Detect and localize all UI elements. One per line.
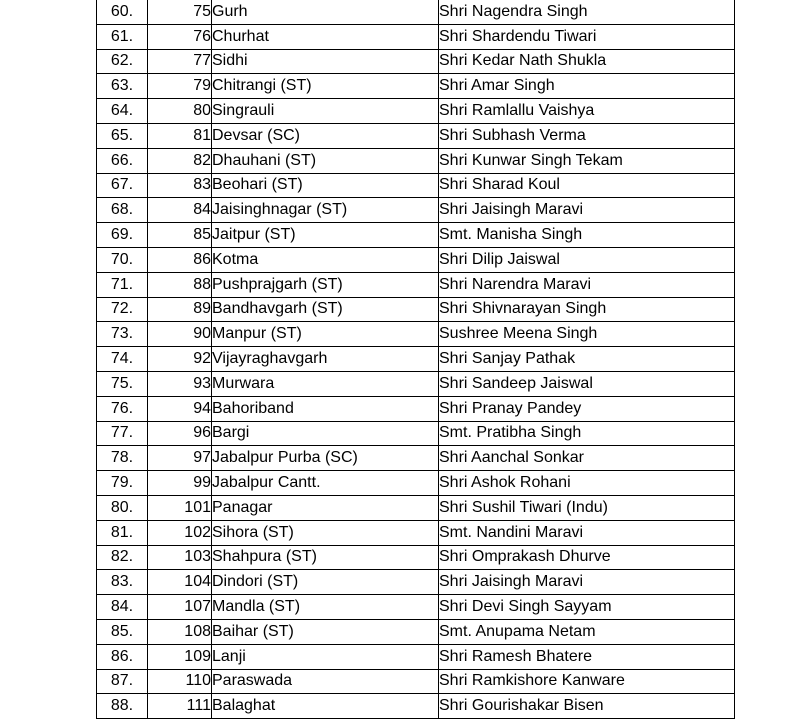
constituency-number-cell: 108 [148, 619, 212, 644]
serial-number-cell: 63. [97, 74, 148, 99]
constituency-name-cell: Sihora (ST) [212, 520, 439, 545]
constituency-number-cell: 88 [148, 272, 212, 297]
table-row [97, 99, 735, 124]
serial-number-cell: 85. [97, 619, 148, 644]
serial-number-cell: 84. [97, 595, 148, 620]
constituency-number-cell: 109 [148, 644, 212, 669]
table-row [97, 247, 735, 272]
serial-number-cell: 87. [97, 669, 148, 694]
table-row [97, 297, 735, 322]
serial-number-cell: 80. [97, 495, 148, 520]
constituency-name-cell: Bargi [212, 421, 439, 446]
constituency-number-cell: 97 [148, 446, 212, 471]
candidate-name-cell: Shri Sandeep Jaiswal [439, 371, 735, 396]
candidate-name-cell: Shri Kedar Nath Shukla [439, 49, 735, 74]
serial-number-cell: 88. [97, 694, 148, 719]
table-row [97, 520, 735, 545]
candidate-name-cell: Shri Nagendra Singh [439, 0, 735, 24]
serial-number-cell: 79. [97, 471, 148, 496]
serial-number-cell: 73. [97, 322, 148, 347]
candidate-name-cell: Shri Ramlallu Vaishya [439, 99, 735, 124]
table-row [97, 49, 735, 74]
constituency-name-cell: Gurh [212, 0, 439, 24]
serial-number-cell: 76. [97, 396, 148, 421]
table-row [97, 644, 735, 669]
constituency-number-cell: 89 [148, 297, 212, 322]
constituency-number-cell: 107 [148, 595, 212, 620]
constituency-name-cell: Manpur (ST) [212, 322, 439, 347]
table-row [97, 123, 735, 148]
constituency-number-cell: 79 [148, 74, 212, 99]
constituency-number-cell: 90 [148, 322, 212, 347]
constituency-name-cell: Vijayraghavgarh [212, 347, 439, 372]
constituency-name-cell: Lanji [212, 644, 439, 669]
constituency-number-cell: 96 [148, 421, 212, 446]
constituency-number-cell: 85 [148, 223, 212, 248]
table-row [97, 570, 735, 595]
constituency-name-cell: Paraswada [212, 669, 439, 694]
table-row [97, 446, 735, 471]
candidate-name-cell: Shri Gourishakar Bisen [439, 694, 735, 719]
serial-number-cell: 77. [97, 421, 148, 446]
constituency-name-cell: Jaisinghnagar (ST) [212, 198, 439, 223]
candidate-name-cell: Shri Kunwar Singh Tekam [439, 148, 735, 173]
candidate-name-cell: Shri Sanjay Pathak [439, 347, 735, 372]
constituency-name-cell: Kotma [212, 247, 439, 272]
serial-number-cell: 69. [97, 223, 148, 248]
constituency-number-cell: 86 [148, 247, 212, 272]
serial-number-cell: 67. [97, 173, 148, 198]
table-row [97, 322, 735, 347]
table-row [97, 619, 735, 644]
serial-number-cell: 65. [97, 123, 148, 148]
serial-number-cell: 74. [97, 347, 148, 372]
table-row [97, 595, 735, 620]
table-row [97, 198, 735, 223]
serial-number-cell: 82. [97, 545, 148, 570]
candidate-name-cell: Shri Jaisingh Maravi [439, 198, 735, 223]
constituency-name-cell: Dhauhani (ST) [212, 148, 439, 173]
constituency-name-cell: Sidhi [212, 49, 439, 74]
serial-number-cell: 66. [97, 148, 148, 173]
candidate-name-cell: Shri Aanchal Sonkar [439, 446, 735, 471]
candidate-name-cell: Sushree Meena Singh [439, 322, 735, 347]
constituency-name-cell: Baihar (ST) [212, 619, 439, 644]
constituency-number-cell: 84 [148, 198, 212, 223]
constituency-name-cell: Bahoriband [212, 396, 439, 421]
table-row [97, 545, 735, 570]
constituency-name-cell: Jaitpur (ST) [212, 223, 439, 248]
table-row [97, 371, 735, 396]
constituency-number-cell: 82 [148, 148, 212, 173]
constituency-number-cell: 104 [148, 570, 212, 595]
constituency-number-cell: 76 [148, 24, 212, 49]
candidate-name-cell: Smt. Manisha Singh [439, 223, 735, 248]
constituency-name-cell: Dindori (ST) [212, 570, 439, 595]
constituency-number-cell: 92 [148, 347, 212, 372]
candidate-name-cell: Smt. Nandini Maravi [439, 520, 735, 545]
constituency-number-cell: 99 [148, 471, 212, 496]
table-row [97, 173, 735, 198]
table-row [97, 347, 735, 372]
candidate-name-cell: Shri Jaisingh Maravi [439, 570, 735, 595]
candidate-list-body [97, 0, 735, 719]
constituency-name-cell: Bandhavgarh (ST) [212, 297, 439, 322]
serial-number-cell: 78. [97, 446, 148, 471]
table-row [97, 471, 735, 496]
serial-number-cell: 86. [97, 644, 148, 669]
constituency-number-cell: 83 [148, 173, 212, 198]
constituency-number-cell: 77 [148, 49, 212, 74]
serial-number-cell: 60. [97, 0, 148, 24]
candidate-name-cell: Shri Shardendu Tiwari [439, 24, 735, 49]
serial-number-cell: 70. [97, 247, 148, 272]
serial-number-cell: 72. [97, 297, 148, 322]
constituency-name-cell: Shahpura (ST) [212, 545, 439, 570]
serial-number-cell: 61. [97, 24, 148, 49]
constituency-name-cell: Murwara [212, 371, 439, 396]
serial-number-cell: 75. [97, 371, 148, 396]
serial-number-cell: 71. [97, 272, 148, 297]
constituency-name-cell: Jabalpur Cantt. [212, 471, 439, 496]
constituency-name-cell: Singrauli [212, 99, 439, 124]
constituency-name-cell: Balaghat [212, 694, 439, 719]
constituency-number-cell: 75 [148, 0, 212, 24]
constituency-name-cell: Jabalpur Purba (SC) [212, 446, 439, 471]
candidate-name-cell: Shri Ashok Rohani [439, 471, 735, 496]
table-row [97, 223, 735, 248]
candidate-name-cell: Shri Sharad Koul [439, 173, 735, 198]
serial-number-cell: 68. [97, 198, 148, 223]
table-row [97, 24, 735, 49]
constituency-name-cell: Panagar [212, 495, 439, 520]
candidate-name-cell: Shri Devi Singh Sayyam [439, 595, 735, 620]
constituency-number-cell: 81 [148, 123, 212, 148]
constituency-number-cell: 102 [148, 520, 212, 545]
serial-number-cell: 81. [97, 520, 148, 545]
constituency-name-cell: Devsar (SC) [212, 123, 439, 148]
serial-number-cell: 62. [97, 49, 148, 74]
candidate-name-cell: Shri Dilip Jaiswal [439, 247, 735, 272]
candidate-name-cell: Shri Subhash Verma [439, 123, 735, 148]
constituency-name-cell: Chitrangi (ST) [212, 74, 439, 99]
constituency-number-cell: 80 [148, 99, 212, 124]
table-row [97, 421, 735, 446]
candidate-list-table [96, 0, 735, 719]
candidate-name-cell: Shri Sushil Tiwari (Indu) [439, 495, 735, 520]
constituency-number-cell: 111 [148, 694, 212, 719]
candidate-name-cell: Shri Ramkishore Kanware [439, 669, 735, 694]
serial-number-cell: 83. [97, 570, 148, 595]
table-row [97, 669, 735, 694]
table-row [97, 396, 735, 421]
candidate-name-cell: Shri Shivnarayan Singh [439, 297, 735, 322]
candidate-name-cell: Shri Amar Singh [439, 74, 735, 99]
candidate-name-cell: Smt. Anupama Netam [439, 619, 735, 644]
constituency-name-cell: Beohari (ST) [212, 173, 439, 198]
candidate-name-cell: Shri Omprakash Dhurve [439, 545, 735, 570]
constituency-number-cell: 103 [148, 545, 212, 570]
candidate-name-cell: Shri Narendra Maravi [439, 272, 735, 297]
candidate-name-cell: Smt. Pratibha Singh [439, 421, 735, 446]
table-row [97, 74, 735, 99]
constituency-number-cell: 101 [148, 495, 212, 520]
constituency-number-cell: 93 [148, 371, 212, 396]
constituency-number-cell: 110 [148, 669, 212, 694]
candidate-name-cell: Shri Ramesh Bhatere [439, 644, 735, 669]
table-row [97, 148, 735, 173]
constituency-number-cell: 94 [148, 396, 212, 421]
constituency-name-cell: Mandla (ST) [212, 595, 439, 620]
serial-number-cell: 64. [97, 99, 148, 124]
constituency-name-cell: Pushprajgarh (ST) [212, 272, 439, 297]
constituency-name-cell: Churhat [212, 24, 439, 49]
table-row [97, 495, 735, 520]
table-row [97, 694, 735, 719]
candidate-name-cell: Shri Pranay Pandey [439, 396, 735, 421]
table-row [97, 272, 735, 297]
table-row [97, 0, 735, 24]
